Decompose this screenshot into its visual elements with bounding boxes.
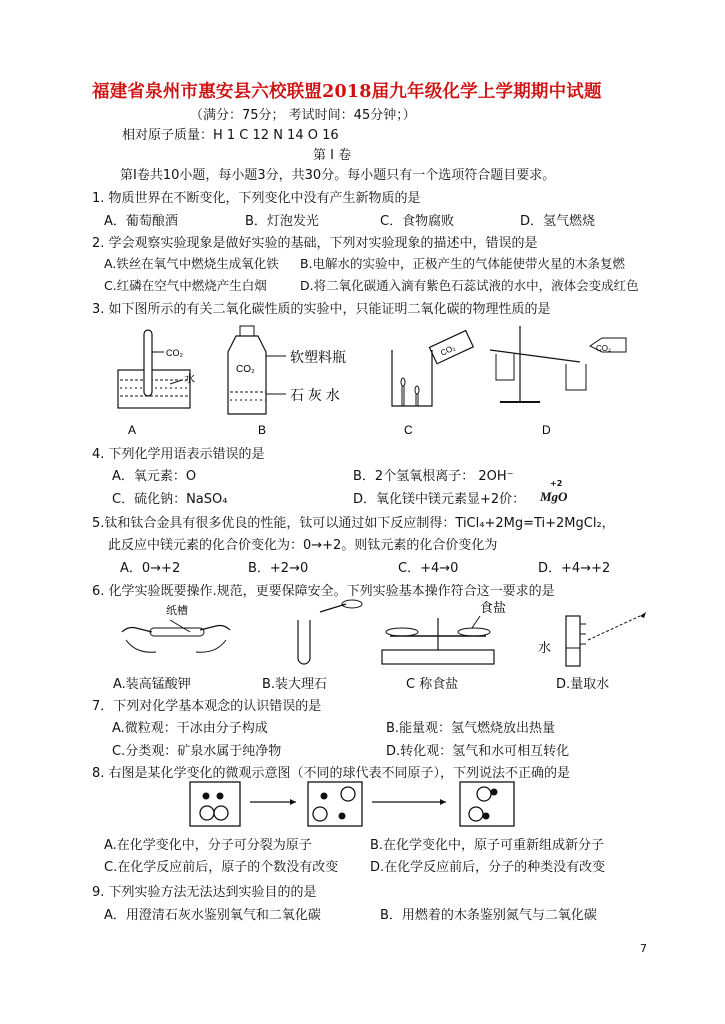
section-instruction: 第I卷共10小题，每小题3分，共30分。每小题只有一个选项符合题目要求。 [120,168,556,183]
question-9-option-a: A．用澄清石灰水鉴别氧气和二氧化碳 [104,908,321,923]
question-1-option-b: B．灯泡发光 [245,214,319,229]
experiment-c-caption: C [404,423,413,437]
question-5-stem-line-2: 此反应中镁元素的化合价变化为：0→+2。则钛元素的化合价变化为 [108,538,498,553]
magnesium-valence-mark: +2 [550,479,563,488]
question-5-option-c: C．+4→0 [398,561,459,576]
question-5-option-d: D．+4→+2 [538,561,611,576]
question-6-option-d: D.量取水 [556,677,610,692]
question-6-option-c: C 称食盐 [406,677,459,692]
reaction-micro-diagram [180,780,540,830]
lab-operations-figure [100,600,660,670]
operation-a-diagram [122,603,230,652]
question-2-stem: 2. 学会观察实验现象是做好实验的基础，下列对实验现象的描述中，错误的是 [92,236,538,251]
experiment-a-caption: A [128,423,137,437]
question-8-option-d: D.在化学反应前后，分子的种类没有改变 [370,860,606,875]
question-2-option-c: C.红磷在空气中燃烧产生白烟 [104,278,267,293]
exam-title: 福建省泉州市惠安县六校联盟2018届九年级化学上学期期中试题 [92,82,602,102]
question-1-option-c: C．食物腐败 [380,214,455,229]
question-2-option-a: A.铁丝在氧气中燃烧生成氧化铁 [104,256,279,271]
question-3-stem: 3. 如下图所示的有关二氧化碳性质的实验中，只能证明二氧化碳的物理性质的是 [92,302,551,317]
question-5-stem-line-1: 5.钛和钛合金具有很多优良的性能，钛可以通过如下反应制得：TiCl₄+2Mg=Ti+2MgCl₂， [92,516,615,531]
question-9-option-b: B．用燃着的木条鉴别氮气与二氧化碳 [380,908,597,923]
score-time-line: （满分：75分； 考试时间：45分钟；） [190,108,416,123]
operation-c-diagram [382,600,506,664]
question-7-option-a: A.微粒观：干冰由分子构成 [112,721,268,736]
question-7-option-c: C.分类观：矿泉水属于纯净物 [112,744,282,759]
question-1-option-a: A．葡萄酿酒 [104,214,178,229]
question-7-stem: 7．下列对化学基本观念的认识错误的是 [92,699,322,714]
question-8-option-c: C.在化学反应前后，原子的个数没有改变 [104,860,339,875]
plastic-bottle-label: 软塑料瓶 [290,349,346,365]
question-4-stem: 4. 下列化学用语表示错误的是 [92,447,265,462]
reactant-box [190,782,240,826]
experiment-b-co2-label: CO₂ [236,364,255,375]
question-8-option-b: B.在化学变化中，原子可重新组成新分子 [370,838,605,853]
experiment-b-diagram [228,326,346,414]
question-5-option-b: B．+2→0 [248,561,309,576]
experiment-d-caption: D [542,423,551,437]
experiment-b-caption: B [258,423,267,437]
question-2-option-b: B.电解水的实验中，正极产生的气体能使带火星的木条复燃 [300,256,626,271]
question-1-stem: 1. 物质世界在不断变化，下列变化中没有产生新物质的是 [92,191,421,206]
question-8-option-a: A.在化学变化中，分子可分裂为原子 [104,838,312,853]
experiment-d-diagram [490,326,626,402]
question-8-stem: 8. 右图是某化学变化的微观示意图（不同的球代表不同原子），下列说法不正确的是 [92,766,571,781]
question-1-option-d: D．氢气燃烧 [520,214,596,229]
question-4-option-b: B．2个氢氧根离子： 2OH⁻ [353,469,514,484]
question-9-stem: 9. 下列实验方法无法达到实验目的的是 [92,885,317,900]
table-salt-label: 食盐 [480,600,507,615]
atomic-mass-line: 相对原子质量：H 1 C 12 N 14 O 16 [122,128,339,143]
experiment-a-co2-label: CO₂ [166,348,183,358]
experiment-c-co2-label: CO₂ [439,343,457,358]
question-2-option-d: D.将二氧化碳通入滴有紫色石蕊试液的水中，液体会变成红色 [300,278,639,293]
operation-d-water-label: 水 [538,640,552,655]
question-6-option-a: A.装高锰酸钾 [113,677,191,692]
page-number: 7 [640,942,647,955]
question-7-option-b: B.能量观：氢气燃烧放出热量 [386,721,556,736]
question-4-option-d: D．氧化镁中镁元素显+2价： [353,492,526,507]
operation-d-diagram [538,612,646,666]
product-box [460,782,514,826]
question-4-option-a: A．氧元素：O [112,469,197,484]
question-7-option-d: D.转化观：氢气和水可相互转化 [386,744,570,759]
co2-experiments-figure [100,322,660,440]
question-4-option-c: C．硫化钠：NaSO₄ [112,492,228,507]
experiment-a-water-label: 水 [184,373,195,385]
magnesium-oxide-formula: MgO [540,489,568,504]
experiment-c-diagram [392,331,473,406]
limewater-label: 石 灰 水 [290,387,340,403]
experiment-a-diagram [118,330,195,408]
paper-groove-label: 纸槽 [166,605,188,617]
experiment-d-co2-label: CO₂ [596,344,612,353]
question-6-stem: 6. 化学实验既要操作.规范，更要保障安全。下列实验基本操作符合这一要求的是 [92,584,555,599]
question-6-option-b: B.装大理石 [262,677,328,692]
intermediate-box [308,782,362,826]
question-5-option-a: A．0→+2 [120,561,181,576]
operation-b-diagram [298,600,362,664]
section-heading: 第 I 卷 [313,148,352,163]
